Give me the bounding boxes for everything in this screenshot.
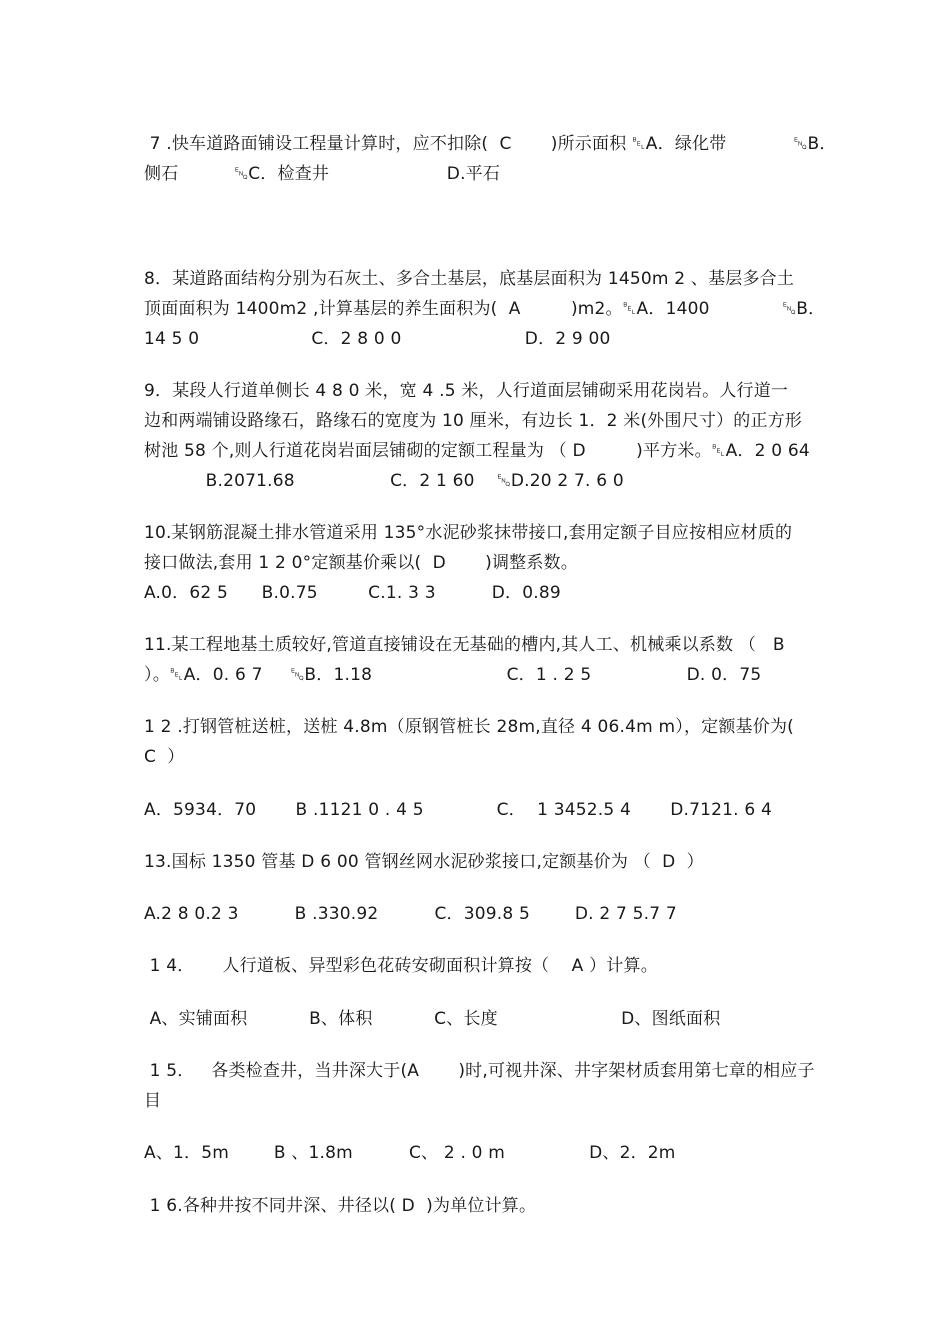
q8-line-1: 8．某道路面结构分别为石灰土、多合土基层，底基层面积为 1450m 2 、基层多合土	[144, 269, 795, 289]
q14-options: A、实铺面积 B、体积 C、长度 D、图纸面积	[144, 1009, 721, 1029]
q8-line-2: 顶面面积为 1400m2 ,计算基层的养生面积为( A )m2。␇A．1400 ␅B．	[144, 299, 826, 319]
q9-line-2: 边和两端铺设路缘石，路缘石的宽度为 10 厘米，有边长 1．2 米(外围尺寸）的正方形	[144, 411, 803, 431]
q13-line-1: 13.国标 1350 管基 D 6 00 管钢丝网水泥砂浆接口,定额基价为 （ D ）	[144, 852, 704, 872]
q9-line-3: 树池 58 个,则人行道花岗岩面层铺砌的定额工程量为 （ D )平方米。␇A．2 0 64	[144, 441, 810, 461]
q13-options: A.2 8 0.2 3 B .330.92 C．309.8 5 D. 2 7 5.7 7	[144, 904, 677, 924]
q16-line-1: 1 6.各种井按不同井深、井径以( D )为单位计算。	[144, 1196, 537, 1216]
q12-line-1: 1 2 .打钢管桩送桩，送桩 4.8m（原钢管桩长 28m,直径 4 06.4m m），定额基价为(	[144, 717, 794, 737]
q12-line-2: C ）	[144, 747, 185, 767]
q9-line-1: 9．某段人行道单侧长 4 8 0 米，宽 4 .5 米，人行道面层铺砌采用花岗岩。人行道一	[144, 381, 789, 401]
q7-line-1: 7 .快车道路面铺设工程量计算时，应不扣除( C )所示面积 ␇A．绿化带 ␅B．	[144, 134, 837, 154]
q15-options: A、1．5m B 、1.8m C、 2 . 0 m D、2．2m	[144, 1143, 676, 1163]
q15-line-2: 目	[144, 1091, 162, 1111]
q15-line-1: 1 5． 各类检查井，当井深大于(A )时,可视井深、井字架材质套用第七章的相应子	[144, 1061, 815, 1081]
q10-line-3: A.0．62 5 B.0.75 C.1. 3 3 D．0.89	[144, 583, 561, 603]
q12-options: A．5934．70 B .1121 0 . 4 5 C． 1 3452.5 4 D.7121. 6 4	[144, 800, 773, 820]
q7-line-2: 侧石 ␅C．检查井 D.平石	[144, 164, 501, 184]
q8-line-3: 14 5 0 C．2 8 0 0 D．2 9 00	[144, 329, 611, 349]
q9-line-4: B.2071.68 C．2 1 60 ␅D.20 2 7. 6 0	[144, 471, 624, 491]
q14-line-1: 1 4． 人行道板、异型彩色花砖安砌面积计算按（ A ）计算。	[144, 956, 658, 976]
q11-line-1: 11.某工程地基土质较好,管道直接铺设在无基础的槽内,其人工、机械乘以系数 （ B	[144, 635, 785, 655]
q10-line-1: 10.某钢筋混凝土排水管道采用 135°水泥砂浆抹带接口,套用定额子目应按相应材质的	[144, 523, 793, 543]
q10-line-2: 接口做法,套用 1 2 0°定额基价乘以( D )调整系数。	[144, 553, 578, 573]
q11-line-2: ）。␇A．0. 6 7 ␅B．1.18 C．1 . 2 5 D. 0．75	[144, 665, 762, 685]
